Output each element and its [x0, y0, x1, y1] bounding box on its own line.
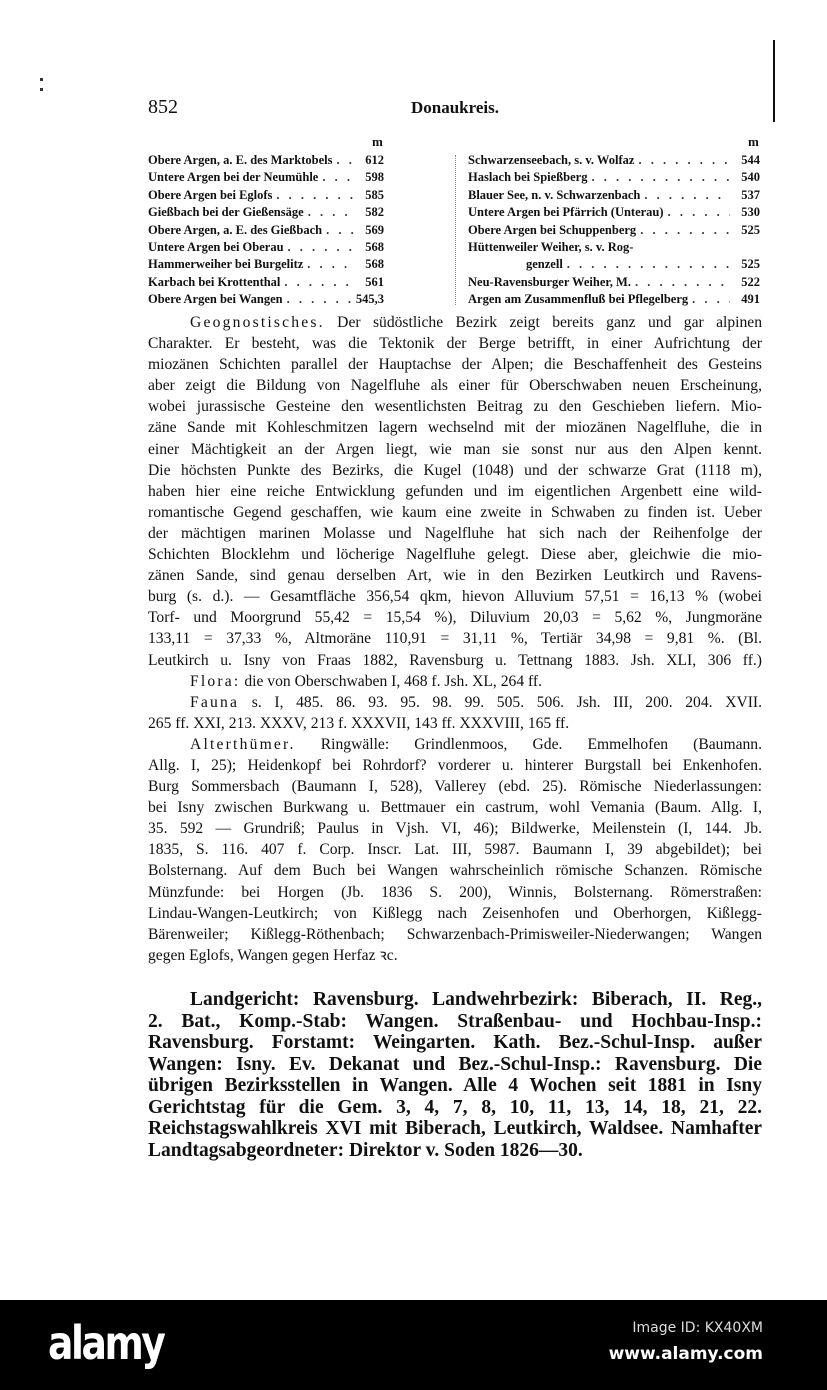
elevation-value: 491 [741, 292, 760, 307]
dot-leader [326, 222, 354, 239]
table-row [148, 187, 384, 204]
line-text: 133,11 = 37,33 %, Altmoräne 110,91 = 31,11 %, Tertiär 34,98 = 9,81 %. (Bl. [148, 630, 762, 648]
line-text: Münzfunde: bei Horgen (Jb. 1836 S. 200), Winnis, Bolsternang. Römerstraßen: [148, 883, 762, 901]
table-row [468, 274, 760, 291]
dot-leader [307, 256, 354, 273]
text-line [148, 1054, 762, 1076]
line-text: Der südöstliche Bezirk zeigt bereits ganz und gar alpinen [324, 314, 762, 331]
elevation-value: 522 [741, 274, 760, 289]
place-name: Obere Argen, a. E. des Gießbach [148, 222, 323, 237]
dot-leader [308, 204, 354, 221]
place-name: Hammerweiher bei Burgelitz [148, 257, 304, 272]
elevation-value: 544 [741, 153, 760, 167]
elevation-value: 530 [741, 205, 760, 220]
text-line [148, 797, 762, 818]
table-row [148, 291, 384, 308]
text-line [148, 713, 762, 734]
section-heading: Geognostisches. [190, 314, 325, 331]
text-line [148, 1118, 762, 1140]
section-heading: Alterthümer. [190, 735, 296, 753]
place-name: Obere Argen bei Eglofs [148, 187, 273, 202]
line-text: Gerichtstag für die Gem. 3, 4, 7, 8, 10, 11, 13, 14, 18, 21, 22. [148, 1096, 762, 1118]
line-text: einer Mächtigkeit an der Argen liegt, wie man sie sonst nur aus den Alpen kennt. [148, 440, 762, 458]
line-text: der mächtigen marinen Molasse und Nagelfluhe hat sich nach der Reihenfolge der [148, 524, 762, 542]
place-name: Karbach bei Krottenthal [148, 274, 281, 289]
table-row [148, 274, 384, 291]
text-line [148, 396, 762, 417]
table-row [468, 239, 760, 256]
line-text: Ringwälle: Grindlenmoos, Gde. Emmelhofen (Baumann. [295, 735, 762, 753]
table-row [468, 152, 760, 169]
dot-leader [284, 274, 354, 291]
unit-label-left: m [372, 134, 383, 149]
text-line [148, 312, 762, 333]
site-url: www.alamy.com [608, 1344, 763, 1364]
text-line [148, 565, 762, 586]
text-line [148, 1075, 762, 1097]
line-text: burg (s. d.). — Gesamtfläche 356,54 qkm, hievon Alluvium 57,51 = 16,13 % (wobei [148, 588, 762, 606]
section-heading: Flora: [190, 672, 241, 690]
line-text: aber zeigt die Bildung von Nagelfluhe als einer für Oberschwaben neuen Erscheinung, [148, 377, 762, 395]
text-line [148, 586, 762, 607]
elevation-table-left [148, 152, 384, 309]
dot-leader [287, 291, 352, 308]
place-name: Neu-Ravensburger Weiher, M. [468, 274, 631, 289]
body-text [148, 312, 762, 966]
text-line [148, 628, 762, 649]
dot-leader [591, 169, 730, 186]
text-line [148, 481, 762, 502]
elevation-value: 569 [365, 222, 384, 237]
line-text: Bolsternang. Auf dem Buch bei Wangen wahrscheinlich römische Schanzen. Römische [148, 862, 762, 880]
margin-mark [40, 78, 43, 81]
table-row [468, 187, 760, 204]
place-name: Obere Argen bei Schuppenberg [468, 222, 637, 237]
table-row [148, 256, 384, 273]
running-title: Donaukreis. [410, 98, 499, 117]
margin-mark [40, 88, 43, 91]
place-name: Untere Argen bei der Neumühle [148, 170, 319, 185]
place-name: genzell [526, 257, 563, 272]
text-line [148, 945, 762, 966]
place-name: Schwarzenseebach, s. v. Wolfaz [468, 153, 635, 167]
text-line [148, 523, 762, 544]
line-text: Charakter. Er besteht, was die Tektonik der Berge betrifft, in einer Aufrichtung der [148, 335, 762, 353]
place-name: Gießbach bei der Gießensäge [148, 205, 304, 220]
line-text: bei Isny zwischen Burkwang u. Bettmauer ein castrum, wohl Vemania (Baum. Allg. I, [148, 799, 762, 817]
elevation-value: 582 [365, 205, 384, 220]
text-line [148, 671, 762, 692]
place-name: Haslach bei Spießberg [468, 170, 588, 185]
text-line [148, 860, 762, 881]
table-row [148, 169, 384, 186]
alamy-logo: alamy [48, 1316, 164, 1370]
text-line [148, 924, 762, 945]
place-name: Untere Argen bei Oberau [148, 239, 284, 254]
administration-text [148, 989, 762, 1161]
line-text: Allg. I, 25); Heidenkopf bei Rohrdorf? vorderer u. hinterer Burgstall bei Enkenhofen. [148, 756, 762, 774]
text-line [148, 502, 762, 523]
place-name: Hüttenweiler Weiher, s. v. Rog- [468, 239, 634, 254]
text-line [148, 882, 762, 903]
text-line [148, 544, 762, 565]
dot-leader [322, 169, 354, 186]
text-line [148, 989, 762, 1011]
place-name: Untere Argen bei Pfärrich (Unterau) [468, 205, 664, 220]
dot-leader [692, 291, 730, 308]
unit-label-right: m [748, 134, 759, 149]
dot-leader [635, 274, 730, 291]
elevation-table-right [468, 152, 760, 309]
elevation-value: 525 [741, 257, 760, 272]
elevation-value: 585 [365, 187, 384, 202]
line-text: Ravensburg. Forstamt: Weingarten. Kath. Bez.-Schul-Insp. außer [148, 1032, 762, 1053]
table-row [468, 204, 760, 221]
line-text: Bärenweiler; Kißlegg-Röthenbach; Schwarzenbach-Primisweiler-Niederwangen; Wangen [148, 925, 762, 943]
dot-leader [336, 152, 354, 169]
image-id: Image ID: KX40XM [632, 1320, 763, 1336]
line-text: übrigen Bezirksstellen in Wangen. Alle 4 Wochen seit 1881 in Isny [148, 1075, 762, 1096]
page-number: 852 [148, 96, 178, 118]
text-line [148, 818, 762, 839]
elevation-value: 598 [365, 170, 384, 185]
text-line [148, 1032, 762, 1054]
line-text: Die höchsten Punkte des Bezirks, die Kugel (1048) und der schwarze Grat (1118 m), [148, 461, 762, 479]
elevation-value: 525 [741, 222, 760, 237]
table-row [468, 222, 760, 239]
line-text: Landtagsabgeordneter: Direktor v. Soden 1826—30. [148, 1139, 583, 1161]
elevation-value: 568 [365, 257, 384, 272]
elevation-value: 561 [365, 274, 384, 289]
text-line [148, 460, 762, 481]
table-row [468, 291, 760, 308]
place-name: Argen am Zusammenfluß bei Pflegelberg [468, 292, 689, 307]
text-line [148, 1097, 762, 1119]
text-line [148, 755, 762, 776]
table-row [148, 239, 384, 256]
section-heading: Fauna [190, 693, 240, 711]
table-row [148, 152, 384, 169]
place-name: Obere Argen bei Wangen [148, 292, 283, 307]
line-text: Torf- und Moorgrund 55,42 = 15,54 %), Diluvium 20,03 = 5,62 %, Jungmoräne [148, 609, 762, 627]
text-line [148, 439, 762, 460]
line-text: zänen Sande, sind genau derselben Art, wie in den Bezirken Leutkirch und Ravens- [148, 567, 762, 585]
elevation-value: 612 [365, 153, 384, 167]
text-line [148, 650, 762, 671]
place-name: Blauer See, n. v. Schwarzenbach [468, 187, 641, 202]
dot-leader [276, 187, 354, 204]
table-row [468, 256, 760, 273]
text-line [148, 1011, 762, 1033]
dot-leader [668, 204, 730, 221]
elevation-value: 540 [741, 170, 760, 185]
line-text: 2. Bat., Komp.-Stab: Wangen. Straßenbau- und Hochbau-Insp.: [148, 1010, 762, 1032]
line-text: Leutkirch u. Isny von Fraas 1882, Ravensburg u. Tettnang 1883. Jsh. XLI, 306 ff.) [148, 651, 762, 669]
line-text: haben hier eine reiche Entwicklung gefunden und im eigentlichen Argenbett eine wild- [148, 482, 762, 500]
line-text: Wangen: Isny. Ev. Dekanat und Bez.-Schul-Insp.: Ravensburg. Die [148, 1053, 762, 1075]
text-line [148, 333, 762, 354]
text-line [148, 607, 762, 628]
text-line [148, 354, 762, 375]
text-line [148, 417, 762, 438]
table-row [148, 222, 384, 239]
text-line [148, 692, 762, 713]
elevation-value: 568 [365, 239, 384, 254]
text-line [148, 1140, 762, 1162]
line-text: 1835, S. 116. 407 f. Corp. Inscr. Lat. III, 5987. Baumann I, 39 abgebildet); bei [148, 841, 762, 859]
text-line [148, 903, 762, 924]
text-line [148, 375, 762, 396]
line-text: Lindau-Wangen-Leutkirch; von Kißlegg nach Zeisenhofen und Oberhorgen, Kißlegg- [148, 904, 762, 922]
dot-leader [288, 239, 354, 256]
elevation-value: 537 [741, 187, 760, 202]
dot-leader [567, 256, 730, 273]
line-text: 35. 592 — Grundriß; Paulus in Vjsh. VI, 46); Bildwerke, Meilenstein (I, 144. Jb. [148, 820, 762, 838]
text-line [148, 734, 762, 755]
dot-leader [644, 187, 730, 204]
table-row [148, 204, 384, 221]
dot-leader [638, 152, 730, 169]
line-text: 265 ff. XXI, 213. XXXV, 213 f. XXXVII, 143 ff. XXXVIII, 165 ff. [148, 714, 570, 732]
line-text: zäne Sande mit Kohleschmitzen lagern wechselnd mit der miozänen Nagelfluhe, die in [148, 419, 762, 437]
place-name: Obere Argen, a. E. des Marktobels [148, 153, 333, 167]
text-line [148, 776, 762, 797]
column-separator [455, 155, 457, 305]
dot-leader [640, 222, 730, 239]
text-line [148, 839, 762, 860]
line-text: wobei jurassische Gesteine den wesentlichsten Beitrag zu den Geschieben liefern. Mio- [148, 398, 762, 416]
line-text: romantische Gegend geschaffen, wie kaum eine zweite in Schwaben zu finden ist. Ueber [148, 503, 762, 521]
line-text: gegen Eglofs, Wangen gegen Herfaz ꝛc. [148, 946, 398, 964]
line-text: die von Oberschwaben I, 468 f. Jsh. XL, 264 ff. [240, 672, 543, 690]
elevation-value: 545,3 [355, 292, 384, 307]
line-text: Reichstagswahlkreis XVI mit Biberach, Leutkirch, Waldsee. Namhafter [148, 1118, 762, 1139]
watermark-band [0, 1300, 827, 1390]
table-row [468, 169, 760, 186]
line-text: Burg Sommersbach (Baumann I, 528), Vallerey (ebd. 25). Römische Niederlassungen: [148, 778, 762, 796]
line-text: Landgericht: Ravensburg. Landwehrbezirk: Biberach, II. Reg., [190, 989, 762, 1010]
line-text: Schichten Blocklehm und löcherige Nagelfluhe gelegt. Diese aber, gleichwie die mio- [148, 546, 762, 564]
line-text: miozänen Schichten parallel der Hauptachse der Alpen; die Beschaffenheit des Gesteins [148, 356, 762, 374]
line-text: s. I, 485. 86. 93. 95. 98. 99. 505. 506. Jsh. III, 200. 204. XVII. [239, 693, 762, 711]
